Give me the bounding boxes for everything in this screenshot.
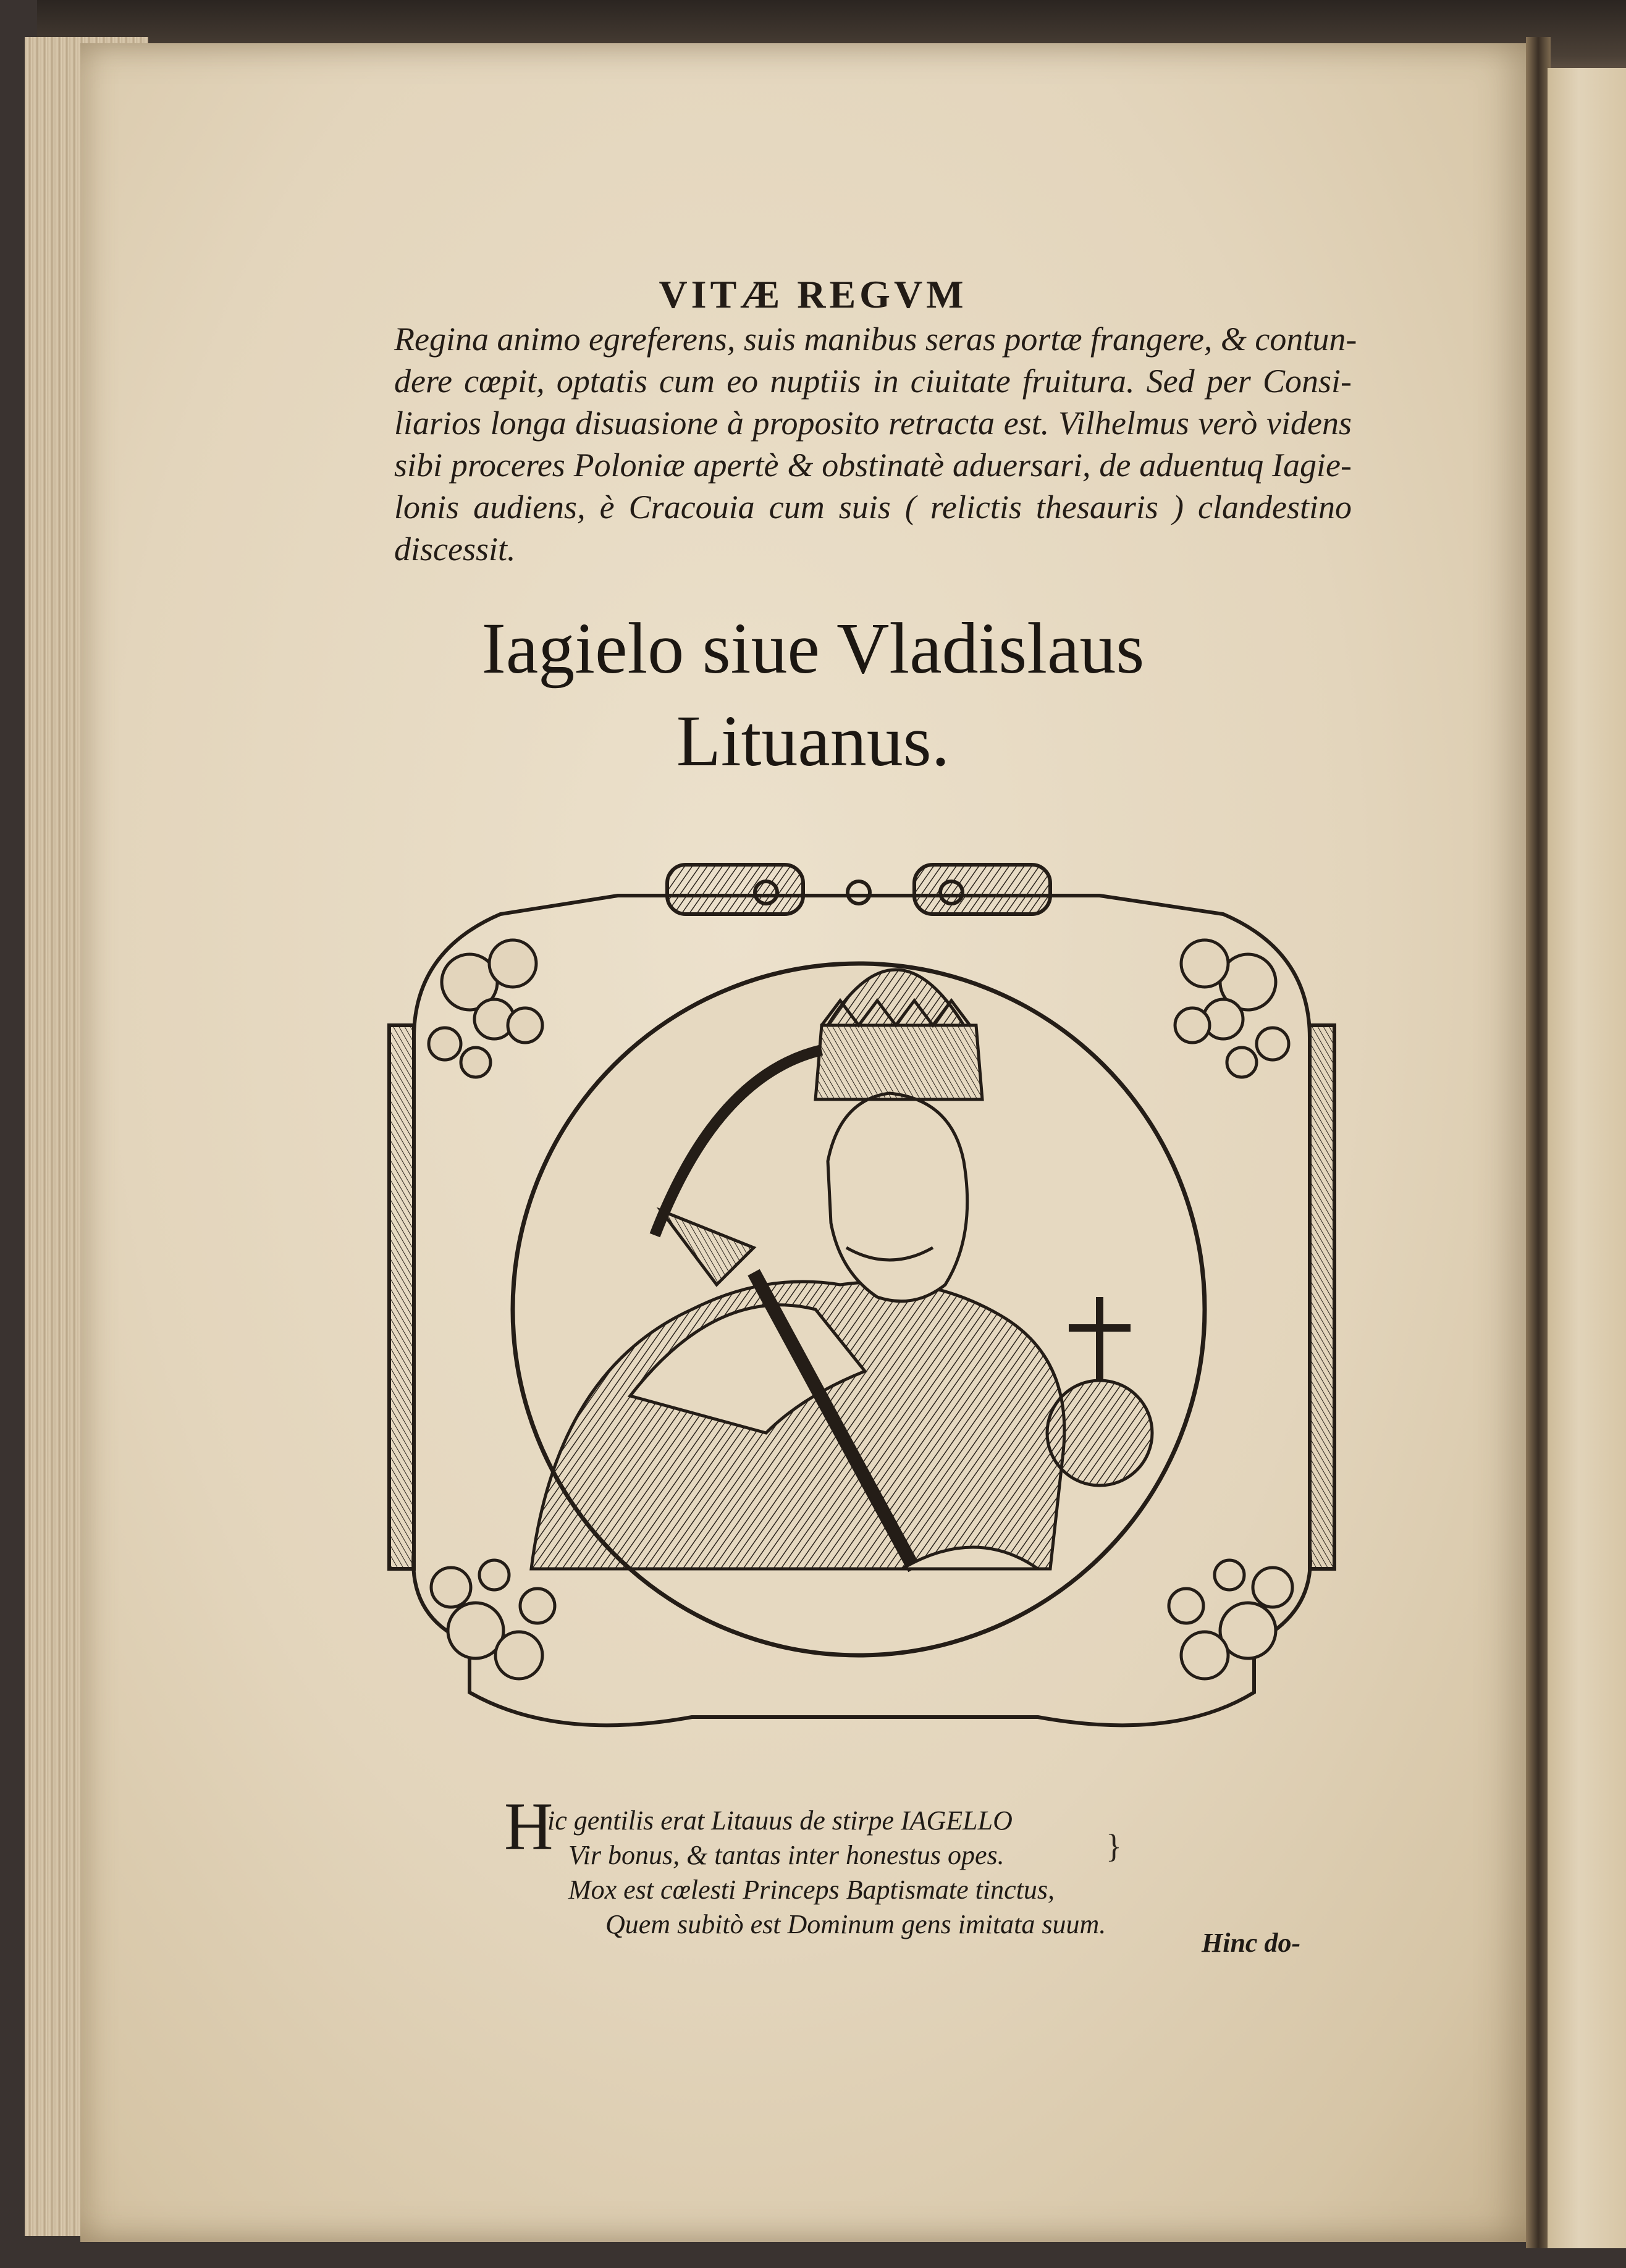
verse-epigram xyxy=(504,1789,1248,1942)
verse-line-text: ic gentilis erat Litauus de stirpe IAGELLO xyxy=(547,1805,1013,1836)
verse-line: Quem subitò est Dominum gens imitata suum. xyxy=(605,1909,1106,1939)
verse-line: Mox est cœlesti Princeps Baptismate tinctus, xyxy=(568,1875,1055,1905)
body-paragraph xyxy=(394,318,1357,570)
verse-line: Vir bonus, & tantas inter honestus opes. xyxy=(568,1840,1005,1870)
body-line: dere cœpit, optatis cum eo nuptiis in ciuitate fruitura. Sed per Consi- xyxy=(394,363,1352,400)
body-line: Regina animo egreferens, suis manibus seras portæ frangere, & contun- xyxy=(394,321,1357,358)
body-line: sibi proceres Poloniæ apertè & obstinatè aduersari, de aduentuq Iagie- xyxy=(394,447,1352,484)
body-line: discessit. xyxy=(394,531,516,568)
brace-mark: } xyxy=(1106,1828,1122,1865)
facing-page-edge xyxy=(1548,68,1626,2248)
running-head: VITÆ REGVM xyxy=(659,272,967,316)
section-title xyxy=(0,602,1626,788)
body-line: liarios longa disuasione à proposito retracta est. Vilhelmus verò videns xyxy=(394,405,1352,442)
catchword: Hinc do- xyxy=(1202,1928,1301,1958)
section-title-line: Iagielo siue Vladislaus xyxy=(481,608,1145,689)
section-title-line: Lituanus. xyxy=(676,700,950,781)
gutter xyxy=(1526,37,1551,2248)
body-line: lonis audiens, è Cracouia cum suis ( relictis thesauris ) clandestino xyxy=(394,489,1352,526)
woodcut-portrait xyxy=(371,840,1347,1785)
drop-cap: H xyxy=(504,1789,554,1864)
